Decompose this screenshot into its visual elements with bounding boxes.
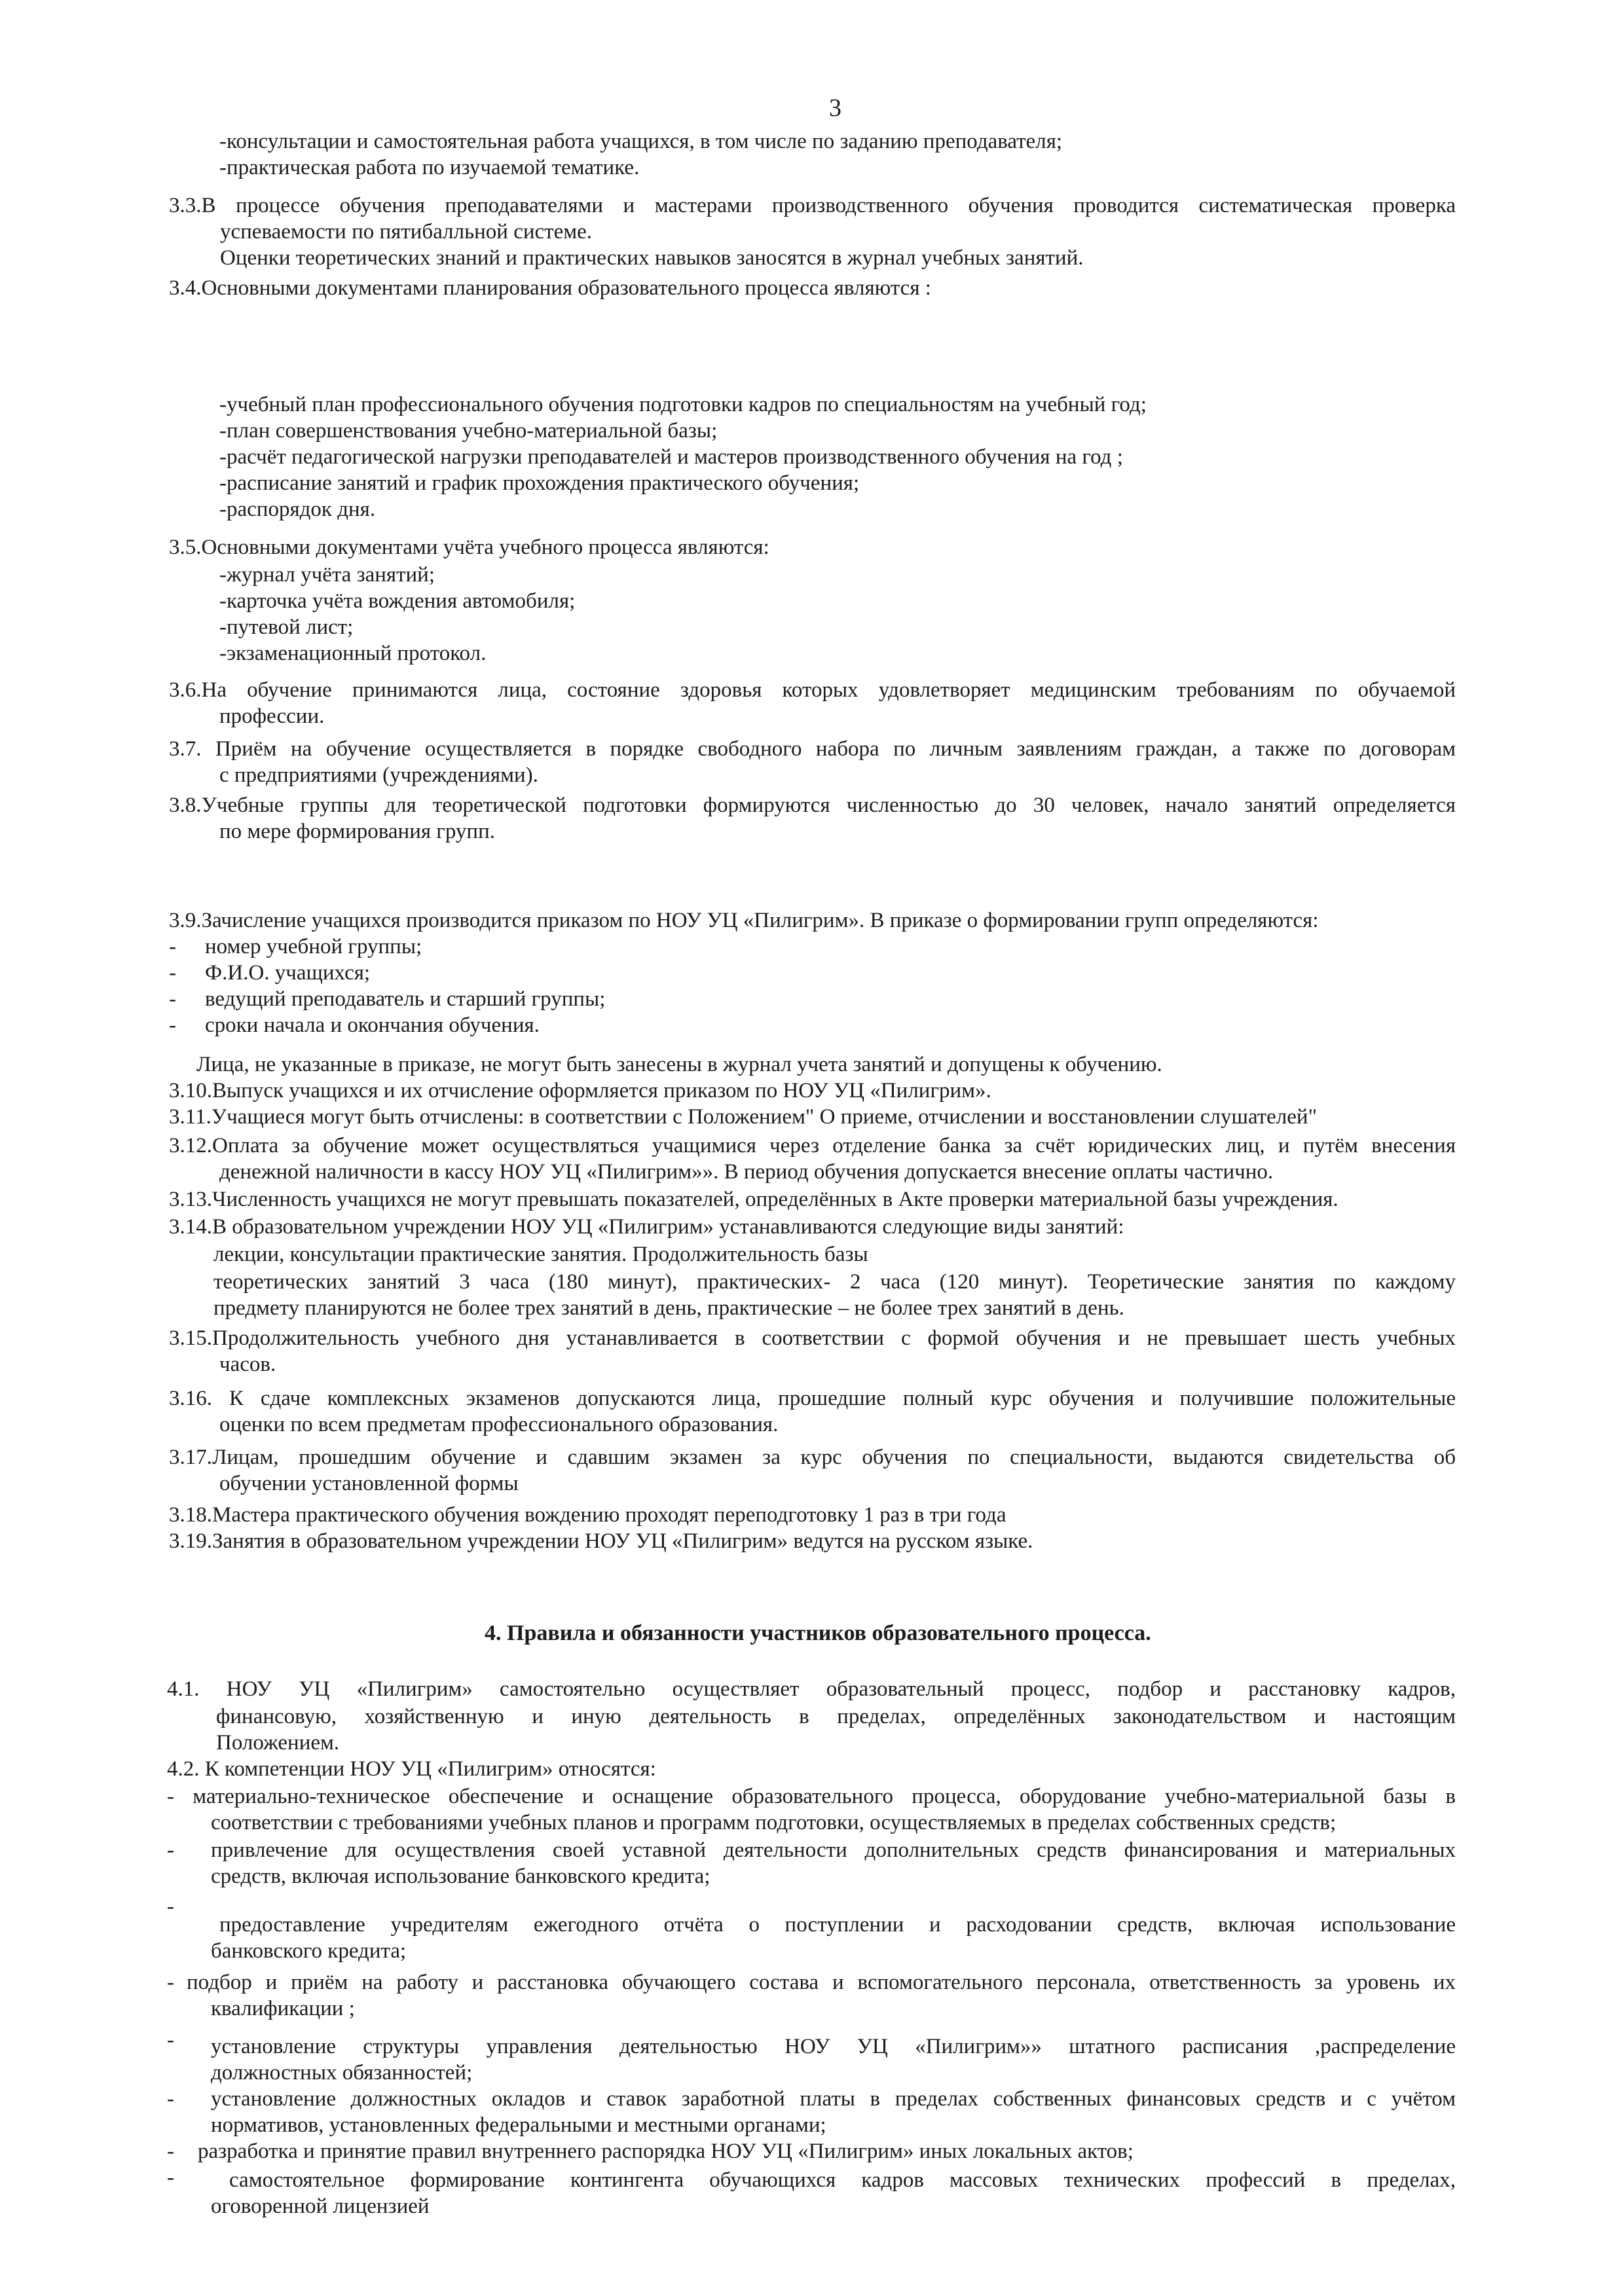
list-item-text: Ф.И.О. учащихся; bbox=[205, 961, 371, 985]
paragraph-line: оценки по всем предметам профессионального образования. bbox=[219, 1413, 779, 1436]
competence-item-cont bbox=[211, 1995, 355, 2022]
list-item: -план совершенствования учебно-материальной базы; bbox=[219, 419, 718, 443]
paragraph-3-16-cont bbox=[219, 1412, 778, 1438]
paragraph-3-6-cont bbox=[219, 703, 324, 729]
competence-item bbox=[211, 1837, 1456, 1863]
list-bullet: - bbox=[167, 1895, 174, 1918]
paragraph-3-14-cont bbox=[213, 1269, 1456, 1295]
paragraph-3-3-cont bbox=[220, 219, 1084, 271]
list-item-text: самостоятельное формирование контингента обучающихся кадров массовых технических профессий в пределах, bbox=[229, 2168, 1456, 2192]
list-item-text: привлечение для осуществления своей уставной деятельности дополнительных средств финансирования и материальных bbox=[211, 1838, 1456, 1862]
paragraph-4-1-cont bbox=[216, 1704, 1456, 1730]
list-bullet: - bbox=[169, 1013, 176, 1037]
list-item-text: оговоренной лицензией bbox=[211, 2195, 430, 2218]
paragraph-4-1-cont bbox=[216, 1730, 339, 1756]
paragraph-line: денежной наличности в кассу НОУ УЦ «Пилигрим»». В период обучения допускается внесение оплаты частично. bbox=[219, 1160, 1274, 1184]
list-item: -расчёт педагогической нагрузки преподавателей и мастеров производственного обучения на год ; bbox=[219, 445, 1123, 469]
list-item-text: банковского кредита; bbox=[211, 1939, 407, 1963]
competence-item-cont bbox=[211, 1863, 710, 1889]
list-item: -экзаменационный протокол. bbox=[219, 642, 487, 665]
competence-item bbox=[167, 1783, 1456, 1810]
list-bullet: - bbox=[167, 2028, 174, 2052]
paragraph-3-8 bbox=[169, 792, 1456, 818]
list-item-text: сроки начала и окончания обучения. bbox=[205, 1013, 540, 1037]
competence-item bbox=[211, 2086, 1456, 2112]
paragraph-line: 3.17.Лицам, прошедшим обучение и сдавшим экзамен за курс обучения по специальности, выдаются свидетельства об bbox=[169, 1446, 1456, 1469]
paragraph-line: 3.16. К сдаче комплексных экзаменов допускаются лица, прошедшие полный курс обучения и получившие положительные bbox=[169, 1387, 1456, 1410]
paragraph-line: 3.9.Зачисление учащихся производится приказом по НОУ УЦ «Пилигрим». В приказе о формировании групп определяются: bbox=[169, 909, 1319, 932]
competence-item-cont bbox=[211, 2112, 826, 2138]
paragraph-line: 3.7. Приём на обучение осуществляется в порядке свободного набора по личным заявлениям граждан, а также по договорам bbox=[169, 737, 1456, 761]
list-item-text: номер учебной группы; bbox=[205, 935, 422, 958]
paragraph-line: 3.5.Основными документами учёта учебного процесса являются: bbox=[169, 536, 769, 559]
list-bullet: - bbox=[169, 987, 176, 1011]
list-item-text: -консультации и самостоятельная работа учащихся, в том числе по заданию преподавателя; bbox=[219, 130, 1063, 153]
paragraph-3-14 bbox=[169, 1214, 1124, 1240]
paragraph-line: 3.15.Продолжительность учебного дня устанавливается в соответствии с формой обучения и не превышает шесть учебных bbox=[169, 1326, 1456, 1350]
paragraph-line: 4.1. НОУ УЦ «Пилигрим» самостоятельно осуществляет образовательный процесс, подбор и расстановку кадров, bbox=[167, 1677, 1456, 1701]
paragraph-line: 3.13.Численность учащихся не могут превышать показателей, определённых в Акте проверки материальной базы учреждения. bbox=[169, 1188, 1338, 1211]
list-bullet: - bbox=[167, 2166, 174, 2189]
paragraph-line: 3.14.В образовательном учреждении НОУ УЦ «Пилигрим» устанавливаются следующие виды занятий: bbox=[169, 1215, 1124, 1239]
list-item-text: соответствии с требованиями учебных планов и программ подготовки, осуществляемых в пределах собственных средств; bbox=[211, 1811, 1337, 1834]
list-item-text: средств, включая использование банковского кредита; bbox=[211, 1865, 710, 1888]
list-bullet: - bbox=[167, 2140, 174, 2163]
competence-item bbox=[211, 2033, 1456, 2060]
paragraph-3-18: 3.18.Мастера практического обучения вождению проходят переподготовку 1 раз в три года bbox=[169, 1503, 1006, 1527]
competence-item bbox=[198, 2138, 1134, 2164]
paragraph-3-19: 3.19.Занятия в образовательном учреждении НОУ УЦ «Пилигрим» ведутся на русском языке. bbox=[169, 1529, 1033, 1553]
list-item-text: нормативов, установленных федеральными и местными органами; bbox=[211, 2113, 826, 2137]
paragraph-3-10: 3.10.Выпуск учащихся и их отчисление оформляется приказом по НОУ УЦ «Пилигрим». bbox=[169, 1079, 991, 1102]
paragraph-3-7 bbox=[169, 736, 1456, 762]
list-item-text: квалификации ; bbox=[211, 1997, 355, 2020]
paragraph-3-5 bbox=[169, 534, 769, 560]
paragraphs-3-18-3-19 bbox=[169, 1502, 1033, 1554]
list-item-text: установление структуры управления деятельностью НОУ УЦ «Пилигрим»» штатного расписания ,распределение bbox=[211, 2035, 1456, 2058]
section-heading: 4. Правила и обязанности участников образовательного процесса. bbox=[485, 1621, 1151, 1645]
paragraph-line: лекции, консультации практические занятия. Продолжительность базы bbox=[213, 1243, 868, 1266]
paragraph-line: успеваемости по пятибалльной системе. bbox=[220, 220, 592, 244]
competence-item bbox=[229, 2167, 1456, 2193]
list-bullet: - bbox=[169, 935, 176, 958]
paragraph-4-1 bbox=[167, 1676, 1456, 1702]
list-item-text: -практическая работа по изучаемой тематике. bbox=[219, 156, 640, 179]
list-item: -расписание занятий и график прохождения практического обучения; bbox=[219, 471, 860, 495]
paragraph-line: 3.12.Оплата за обучение может осуществляться учащимися через отделение банка за счёт юридических лиц, и путём внесения bbox=[169, 1134, 1456, 1157]
paragraph-3-9-note bbox=[196, 1051, 1162, 1078]
paragraph-3-16 bbox=[169, 1385, 1456, 1412]
paragraph-3-4 bbox=[169, 275, 931, 301]
paragraph-line: 4.2. К компетенции НОУ УЦ «Пилигрим» относятся: bbox=[167, 1757, 656, 1781]
list-3-5 bbox=[219, 562, 575, 666]
page-number: 3 bbox=[829, 94, 841, 122]
competence-item-cont bbox=[211, 1810, 1336, 1836]
list-item-text: подбор и приём на работу и расстановка обучающего состава и вспомогательного персонала, ответственность за уровень их bbox=[187, 1971, 1456, 1994]
paragraph-line: часов. bbox=[219, 1353, 276, 1376]
paragraph-3-15-cont bbox=[219, 1351, 276, 1377]
paragraph-line: теоретических занятий 3 часа (180 минут), практических- 2 часа (120 минут). Теоретические занятия по каждому bbox=[213, 1270, 1456, 1294]
paragraph-3-12 bbox=[169, 1133, 1456, 1159]
paragraph-3-15 bbox=[169, 1325, 1456, 1351]
paragraph-line: Лица, не указанные в приказе, не могут быть занесены в журнал учета занятий и допущены к обучению. bbox=[196, 1053, 1162, 1076]
paragraph-3-14-cont bbox=[213, 1241, 868, 1267]
paragraph-line: 3.4.Основными документами планирования образовательного процесса являются : bbox=[169, 276, 931, 300]
list-item-text: разработка и принятие правил внутреннего распорядка НОУ УЦ «Пилигрим» иных локальных актов; bbox=[198, 2140, 1134, 2163]
competence-item-cont bbox=[211, 2060, 472, 2086]
paragraph-line: профессии. bbox=[219, 704, 325, 728]
list-bullet: - bbox=[169, 961, 176, 985]
paragraph-3-6 bbox=[169, 677, 1456, 703]
list-bullet: - bbox=[167, 1971, 174, 1994]
paragraph-3-14-cont bbox=[213, 1295, 1124, 1321]
competence-item bbox=[219, 1912, 1456, 1938]
list-item: -учебный план профессионального обучения подготовки кадров по специальностям на учебный год; bbox=[219, 393, 1147, 416]
paragraph-3-8-cont bbox=[219, 818, 495, 845]
list-item: -путевой лист; bbox=[219, 615, 354, 639]
competence-item-cont bbox=[211, 1938, 406, 1964]
paragraph-line: 3.8.Учебные группы для теоретической подготовки формируются численностью до 30 человек, начало занятий определяется bbox=[169, 793, 1456, 817]
paragraph-4-2 bbox=[167, 1756, 656, 1782]
list-item-text: установление должностных окладов и ставок заработной платы в пределах собственных финансовых средств и с учётом bbox=[211, 2087, 1456, 2111]
list-item: -распорядок дня. bbox=[219, 498, 376, 521]
list-item bbox=[219, 128, 1062, 181]
list-item: -журнал учёта занятий; bbox=[219, 563, 435, 587]
paragraph-line: финансовую, хозяйственную и иную деятельность в пределах, определённых законодательством и настоящим bbox=[216, 1705, 1456, 1728]
paragraph-line: Оценки теоретических знаний и практических навыков заносятся в журнал учебных занятий. bbox=[220, 246, 1084, 270]
paragraph-3-17-cont bbox=[219, 1470, 519, 1497]
list-item-text: - материально-техническое обеспечение и оснащение образовательного процесса, оборудование учебно-материальной базы в bbox=[167, 1785, 1456, 1808]
paragraph-3-7-cont bbox=[219, 762, 538, 788]
paragraph-3-11: 3.11.Учащиеся могут быть отчислены: в соответствии с Положением" О приеме, отчислении и восстановлении слушателей" bbox=[169, 1105, 1318, 1129]
list-item: -карточка учёта вождения автомобиля; bbox=[219, 589, 576, 613]
paragraph-line: по мере формирования групп. bbox=[219, 820, 495, 843]
paragraph-line: Положением. bbox=[216, 1731, 340, 1755]
paragraph-3-12-cont bbox=[219, 1159, 1273, 1185]
list-3-4 bbox=[219, 392, 1147, 522]
list-bullet: - bbox=[167, 1838, 174, 1862]
paragraph-3-13 bbox=[169, 1186, 1338, 1212]
list-item-text: предоставление учредителям ежегодного отчёта о поступлении и расходовании средств, включая использование bbox=[219, 1913, 1456, 1937]
paragraph-line: с предприятиями (учреждениями). bbox=[219, 763, 538, 787]
list-item-text: ведущий преподаватель и старший группы; bbox=[205, 987, 606, 1011]
paragraph-3-3 bbox=[169, 192, 1456, 219]
paragraph-3-17 bbox=[169, 1444, 1456, 1470]
paragraph-line: 3.6.На обучение принимаются лица, состояние здоровья которых удовлетворяет медицинским требованиям по обучаемой bbox=[169, 678, 1456, 702]
competence-item-cont bbox=[211, 2193, 430, 2219]
list-item-text: должностных обязанностей; bbox=[211, 2061, 473, 2085]
paragraph-line: предмету планируются не более трех занятий в день, практические – не более трех занятий в день. bbox=[213, 1296, 1124, 1320]
paragraph-line: обучении установленной формы bbox=[219, 1472, 519, 1495]
paragraph-line: 3.3.В процессе обучения преподавателями и мастерами производственного обучения проводится систематическая проверка bbox=[169, 194, 1456, 217]
paragraphs-3-10-3-11 bbox=[169, 1078, 1317, 1130]
paragraph-3-9 bbox=[169, 907, 1319, 934]
competence-item bbox=[187, 1969, 1456, 1995]
list-bullet: - bbox=[167, 2087, 174, 2111]
